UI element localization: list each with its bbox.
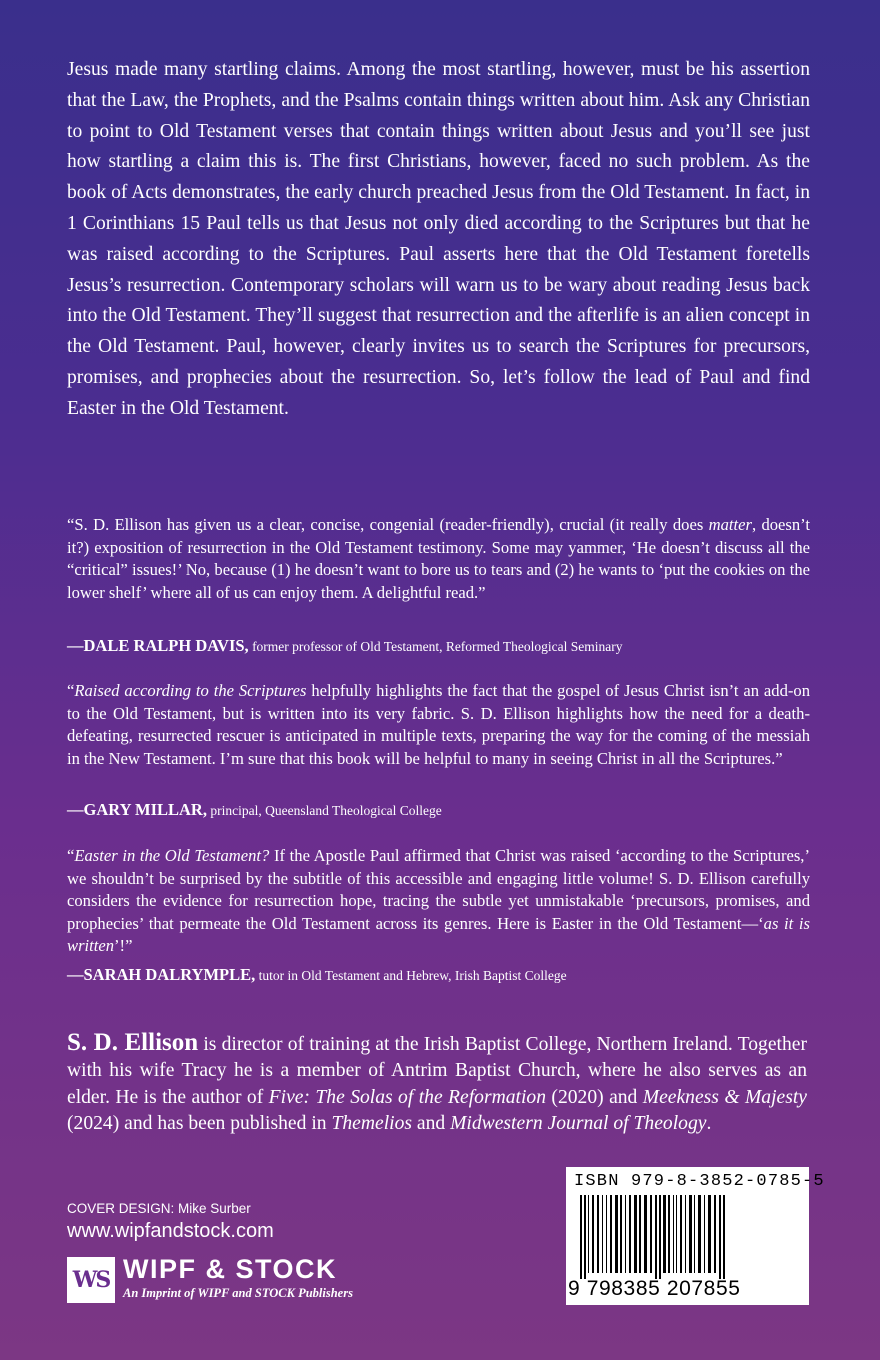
isbn-label: ISBN 979-8-3852-0785-5 <box>574 1172 825 1191</box>
publisher-logo <box>67 1254 397 1303</box>
author-name: S. D. Ellison <box>67 1029 199 1056</box>
author-bio: S. D. Ellison is director of training at the Irish Baptist College, Northern Ireland. Together with his wife Tracy he is a member of Antrim Baptist Church, where he also serves as an elder. He is the author of Five: The Solas of the Reformation (2020) and Meekness & Majesty (2024) and has been published in Themelios and Midwestern Journal of Theology. <box>67 1029 807 1135</box>
barcode-bars-icon <box>580 1195 800 1279</box>
cover-design-credit: COVER DESIGN: Mike Surber <box>67 1201 251 1216</box>
barcode-digits: 9 798385 207855 <box>568 1277 741 1300</box>
endorsement-quote: “Easter in the Old Testament? If the Apostle Paul affirmed that Christ was raised ‘according to the Scriptures,’ we shouldn’t be surprised by the subtitle of this accessible and engaging little volume! S. D. Ellison carefully considers the evidence for resurrection hope, tracing the subtle yet unmistakable ‘precursors, promises, and prophecies’ that permeate the Old Testament across its genres. Here is Easter in the Old Testament—‘as it is written’!” <box>67 846 810 956</box>
endorsement-quote: “Raised according to the Scriptures helpfully highlights the fact that the gospel of Jesus Christ isn’t an add-on to the Old Testament, but is written into its very fabric. S. D. Ellison highlights how the need for a death-defeating, resurrected rescuer is anticipated in multiple texts, preparing the way for the coming of the messiah in the New Testament. I’m sure that this book will be helpful to many in seeing Christ in all the Scriptures.” <box>67 681 810 768</box>
ws-logo-icon: WS <box>67 1257 115 1303</box>
publisher-name: WIPF & STOCK <box>123 1254 338 1284</box>
back-cover-blurb: Jesus made many startling claims. Among the most startling, however, must be his assertion that the Law, the Prophets, and the Psalms contain things written about him. Ask any Christian to point to Old Testament verses that contain things written about Jesus and you’ll see just how startling a claim this is. The first Christians, however, faced no such problem. As the book of Acts demonstrates, the early church preached Jesus from the Old Testament. In fact, in 1 Corinthians 15 Paul tells us that Jesus not only died according to the Scriptures but that he was raised according to the Scriptures. Paul asserts here that the Old Testament foretells Jesus’s resurrection. Contemporary scholars will warn us to be wary about reading Jesus back into the Old Testament. They’ll suggest that resurrection and the afterlife is an alien concept in the Old Testament. Paul, however, clearly invites us to search the Scriptures for precursors, promises, and prophecies about the resurrection. So, let’s follow the lead of Paul and find Easter in the Old Testament. <box>67 59 810 419</box>
endorsement-attribution: —DALE RALPH DAVIS, former professor of Old Testament, Reformed Theological Seminary <box>67 636 623 655</box>
publisher-url[interactable]: www.wipfandstock.com <box>67 1220 274 1242</box>
endorsement-attribution: —SARAH DALRYMPLE, tutor in Old Testament and Hebrew, Irish Baptist College <box>67 965 567 984</box>
endorsement-attribution: —GARY MILLAR, principal, Queensland Theological College <box>67 800 442 819</box>
endorsement-quote: “S. D. Ellison has given us a clear, concise, congenial (reader-friendly), crucial (it really does matter, doesn’t it?) exposition of resurrection in the Old Testament testimony. Some may yammer, ‘He doesn’t discuss all the “critical” issues!’ No, because (1) he doesn’t want to bore us to tears and (2) he wants to ‘put the cookies on the lower shelf’ where all of us can enjoy them. A delightful read.” <box>67 515 810 602</box>
publisher-tagline: An Imprint of WIPF and STOCK Publishers <box>123 1286 353 1300</box>
isbn-barcode <box>566 1167 825 1305</box>
